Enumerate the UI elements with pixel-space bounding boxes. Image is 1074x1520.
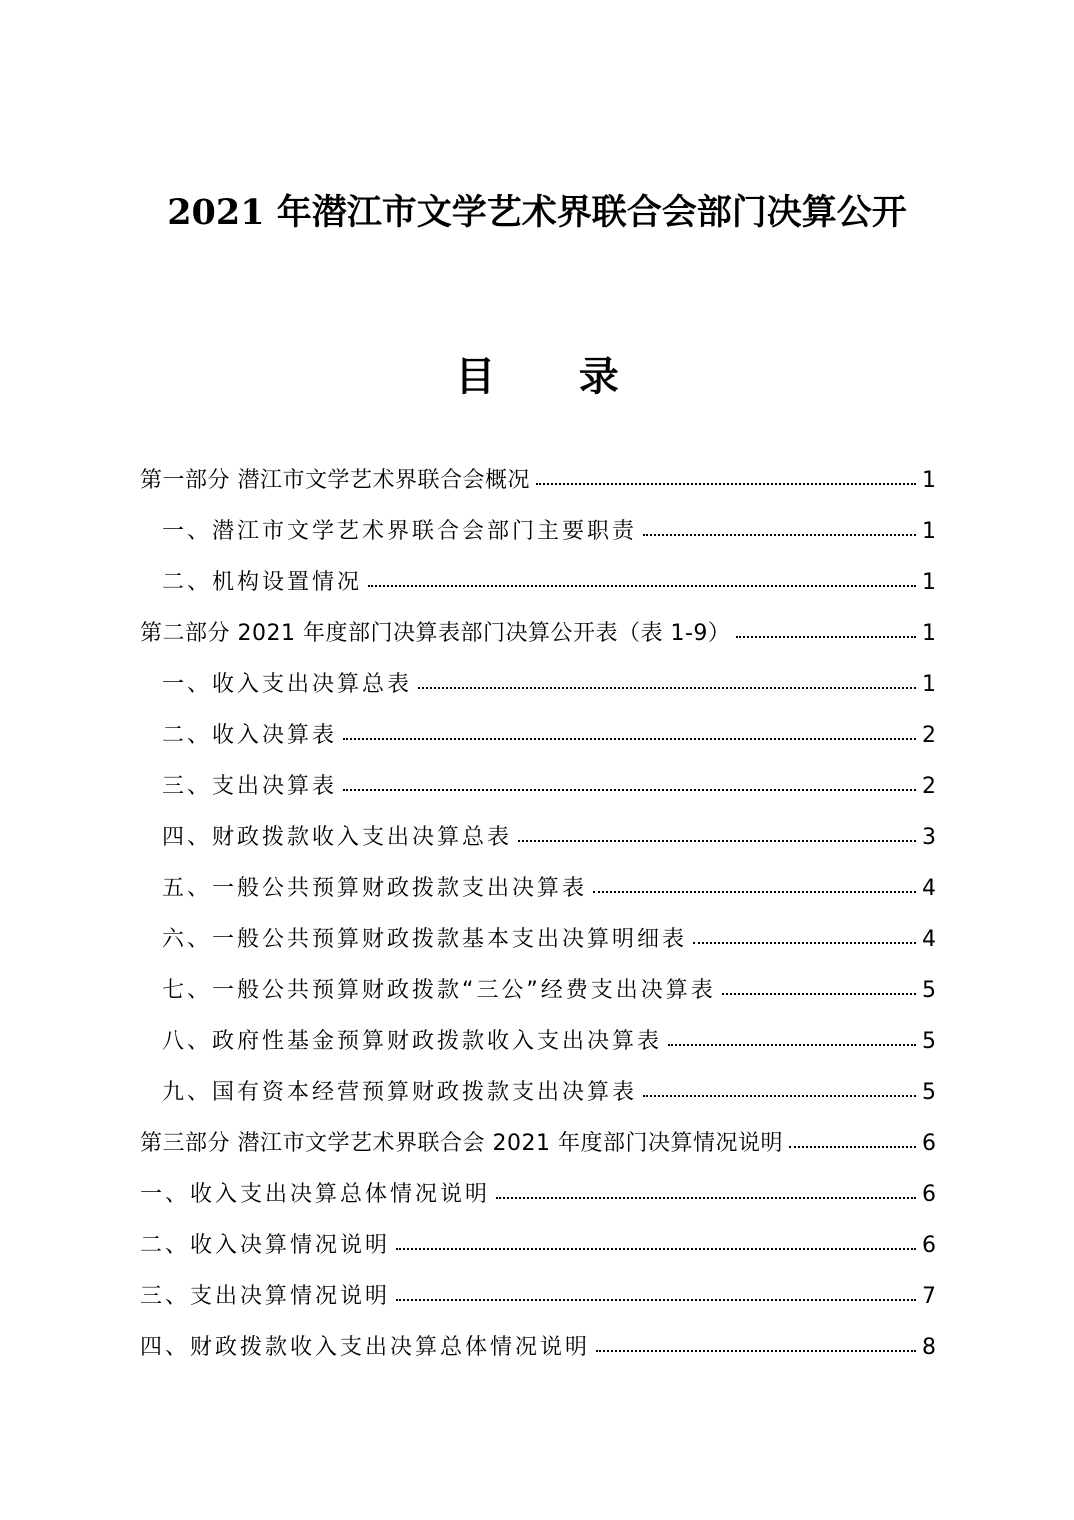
toc-entry-page: 4 bbox=[922, 927, 936, 952]
toc-entry-label: 二、收入决算情况说明 bbox=[140, 1233, 391, 1258]
toc-entry[interactable] bbox=[140, 1067, 936, 1118]
dot-leader bbox=[643, 1094, 916, 1097]
toc-entry-label: 三、支出决算表 bbox=[162, 774, 338, 799]
toc-entry[interactable] bbox=[140, 659, 936, 710]
toc-entry-page: 5 bbox=[922, 1029, 936, 1054]
toc-entry-page: 1 bbox=[922, 570, 936, 595]
toc-entry-label: 第三部分 潜江市文学艺术界联合会 2021 年度部门决算情况说明 bbox=[140, 1131, 783, 1156]
toc-entry-page: 1 bbox=[922, 621, 936, 646]
toc-entry-page: 1 bbox=[922, 519, 936, 544]
toc-entry[interactable] bbox=[140, 1118, 936, 1169]
toc-heading: 目 录 bbox=[455, 353, 619, 400]
toc-entry-page: 2 bbox=[922, 774, 936, 799]
toc-entry[interactable] bbox=[140, 1169, 936, 1220]
dot-leader bbox=[343, 788, 916, 791]
toc-entry[interactable] bbox=[140, 863, 936, 914]
toc-entry-label: 第一部分 潜江市文学艺术界联合会概况 bbox=[140, 468, 530, 493]
dot-leader bbox=[736, 635, 916, 638]
toc-entry-page: 5 bbox=[922, 978, 936, 1003]
dot-leader bbox=[536, 482, 916, 485]
toc-entry-label: 四、财政拨款收入支出决算总体情况说明 bbox=[140, 1335, 591, 1360]
dot-leader bbox=[722, 992, 916, 995]
toc-entry[interactable] bbox=[140, 557, 936, 608]
toc-entry[interactable] bbox=[140, 710, 936, 761]
toc-entry-label: 二、收入决算表 bbox=[162, 723, 338, 748]
toc-entry-page: 5 bbox=[922, 1080, 936, 1105]
toc-entry-page: 6 bbox=[922, 1131, 936, 1156]
toc-entry-label: 四、财政拨款收入支出决算总表 bbox=[162, 825, 513, 850]
dot-leader bbox=[643, 533, 916, 536]
toc-entry[interactable] bbox=[140, 965, 936, 1016]
toc-entry[interactable] bbox=[140, 455, 936, 506]
toc-entry-page: 8 bbox=[922, 1335, 936, 1360]
dot-leader bbox=[396, 1298, 916, 1301]
toc-entry-page: 7 bbox=[922, 1284, 936, 1309]
toc-entry[interactable] bbox=[140, 1220, 936, 1271]
toc-entry[interactable] bbox=[140, 506, 936, 557]
toc-entry-label: 一、收入支出决算总体情况说明 bbox=[140, 1182, 491, 1207]
dot-leader bbox=[396, 1247, 916, 1250]
toc-entry-label: 九、国有资本经营预算财政拨款支出决算表 bbox=[162, 1080, 638, 1105]
toc-entry-label: 七、一般公共预算财政拨款“三公”经费支出决算表 bbox=[162, 978, 716, 1003]
dot-leader bbox=[518, 839, 916, 842]
toc-entry[interactable] bbox=[140, 1016, 936, 1067]
dot-leader bbox=[789, 1145, 916, 1148]
table-of-contents bbox=[140, 455, 936, 1373]
dot-leader bbox=[593, 890, 916, 893]
dot-leader bbox=[668, 1043, 916, 1046]
dot-leader bbox=[693, 941, 916, 944]
toc-entry[interactable] bbox=[140, 608, 936, 659]
toc-entry-page: 1 bbox=[922, 672, 936, 697]
toc-entry-label: 第二部分 2021 年度部门决算表部门决算公开表（表 1-9） bbox=[140, 621, 731, 646]
toc-entry-label: 八、政府性基金预算财政拨款收入支出决算表 bbox=[162, 1029, 663, 1054]
dot-leader bbox=[368, 584, 916, 587]
toc-entry[interactable] bbox=[140, 1271, 936, 1322]
toc-entry-label: 一、潜江市文学艺术界联合会部门主要职责 bbox=[162, 519, 638, 544]
toc-entry-label: 六、一般公共预算财政拨款基本支出决算明细表 bbox=[162, 927, 688, 952]
toc-entry-page: 3 bbox=[922, 825, 936, 850]
toc-entry-label: 二、机构设置情况 bbox=[162, 570, 363, 595]
toc-entry[interactable] bbox=[140, 1322, 936, 1373]
dot-leader bbox=[343, 737, 916, 740]
toc-entry[interactable] bbox=[140, 761, 936, 812]
document-title: 2021 年潜江市文学艺术界联合会部门决算公开 bbox=[167, 192, 907, 233]
toc-entry-page: 4 bbox=[922, 876, 936, 901]
toc-entry[interactable] bbox=[140, 914, 936, 965]
toc-entry[interactable] bbox=[140, 812, 936, 863]
toc-entry-label: 三、支出决算情况说明 bbox=[140, 1284, 391, 1309]
toc-entry-label: 五、一般公共预算财政拨款支出决算表 bbox=[162, 876, 588, 901]
toc-entry-page: 1 bbox=[922, 468, 936, 493]
dot-leader bbox=[596, 1349, 916, 1352]
dot-leader bbox=[418, 686, 916, 689]
dot-leader bbox=[496, 1196, 916, 1199]
toc-entry-page: 6 bbox=[922, 1182, 936, 1207]
toc-entry-page: 2 bbox=[922, 723, 936, 748]
toc-entry-page: 6 bbox=[922, 1233, 936, 1258]
toc-entry-label: 一、收入支出决算总表 bbox=[162, 672, 413, 697]
